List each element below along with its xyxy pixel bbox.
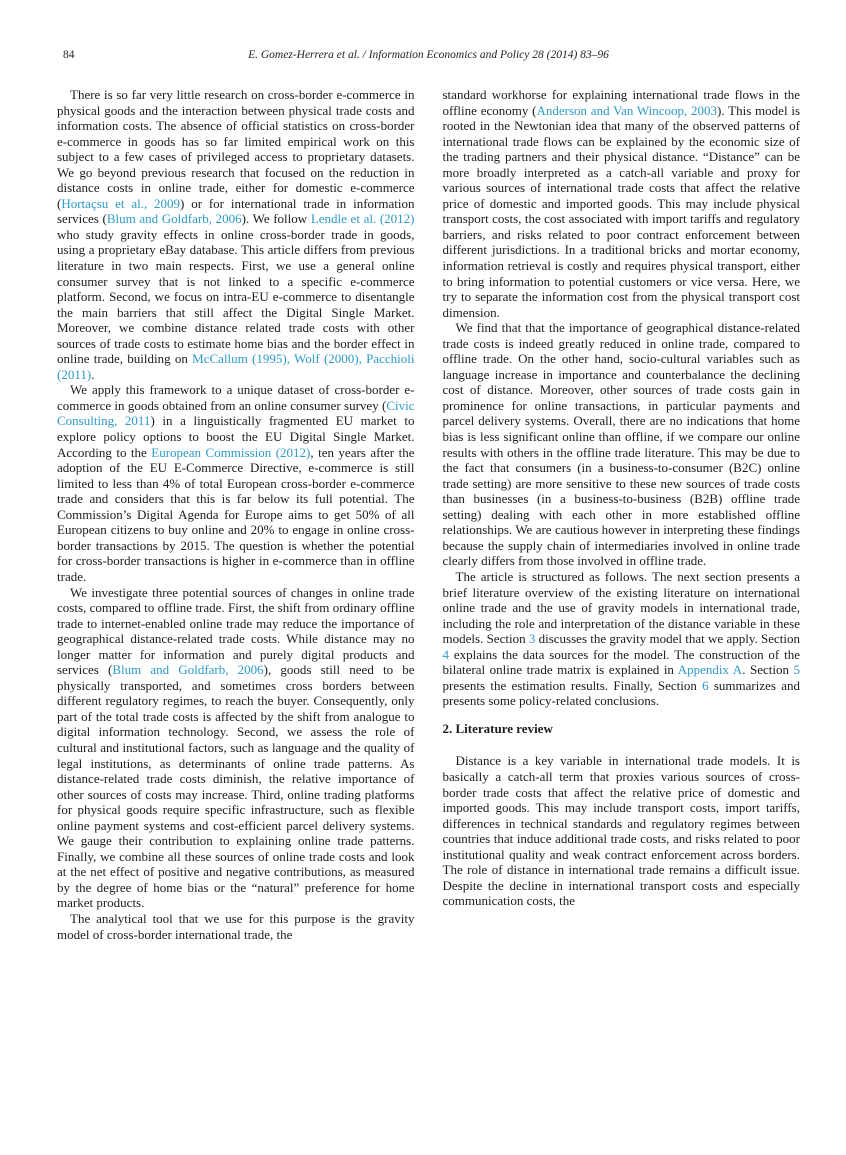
paragraph: standard workhorse for explaining international trade flows in the offline economy (Anderson and Van Wincoop, 2003). This model is rooted in the Newtonian idea that many of the observed patterns of international trade flows can be explained by the economic size of the trading partners and their physical distance. “Distance” can be more broadly interpreted as a catch-all variable and proxy for various sources of international trade costs that affect the relative price of domestic and imported goods. This may include physical transport costs, the cost associated with import tariffs and regulatory barriers, and risks related to poor contract enforcement between different jurisdictions. In a traditional bricks and mortar economy, information retrieval is costly and requires physical transport, either to bring information to potential customers or vice versa. Here, we try to separate the information cost from the physical transport cost dimension. [442,87,801,320]
running-title: E. Gomez-Herrera et al. / Information Economics and Policy 28 (2014) 83–96 [248,49,609,61]
citation-link[interactable]: Civic Consulting, 2011 [57,397,415,429]
citation-link[interactable]: Blum and Goldfarb, 2006 [112,662,264,678]
citation-link[interactable]: Lendle et al. (2012) [310,211,415,227]
right-column [443,87,801,942]
page-header [57,49,800,64]
citation-link[interactable]: 4 [442,646,449,662]
citation-link[interactable]: Hortaçsu et al., 2009 [61,195,181,211]
citation-link[interactable]: Appendix A [677,662,743,678]
paragraph: The article is structured as follows. The next section presents a brief literature overview of the existing literature on international online trade and the use of gravity models in international trade, including the role and interpretation of the distance variable in these models. Section 3 discusses the gravity model that we apply. Section 4 explains the data sources for the model. The construction of the bilateral online trade matrix is explained in Appendix A. Section 5 presents the estimation results. Finally, Section 6 summarizes and presents some policy-related conclusions. [442,568,801,709]
citation-link[interactable]: McCallum (1995), Wolf (2000), Pacchioli (2011) [57,351,415,382]
citation-link[interactable]: 6 [702,677,709,693]
paragraph: We apply this framework to a unique dataset of cross-border e-commerce in goods obtained from an online consumer survey (Civic Consulting, 2011) in a linguistically fragmented EU market to explore policy options to boost the EU Digital Single Market. According to the European Commission (2012), ten years after the adoption of the EU E-Commerce Directive, e-commerce is still limited to less than 4% of total European cross-border e-commerce trade and considers that this is far below its full potential. The Commission’s Digital Agenda for Europe aims to get 50% of all European citizens to buy online and 20% to engage in online cross-border transactions by 2015. The question is whether the potential for cross-border transactions is higher in e-commerce than in offline trade. [57,382,415,584]
citation-link[interactable]: 3 [528,631,536,647]
paragraph: We investigate three potential sources of changes in online trade costs, compared to offline trade. First, the shift from ordinary offline trade to internet-enabled online trade may reduce the importance of geographical distance-related trade costs. While distance may no longer matter for information and purely digital products and services (Blum and Goldfarb, 2006), goods still need to be physically transported, and sometimes cross borders between different regulatory regimes, to reach the buyer. Consequently, only part of the total trade costs is affected by the shift from analogue to digital information technology. Second, we assess the role of cultural and institutional factors, such as language and the quality of legal institutions, as determinants of online trade patterns. As distance-related trade costs diminish, the relative importance of other sources of costs may increase. Third, online trading platforms for physical goods require specific infrastructure, such as flexible online payment systems and cost-efficient parcel delivery systems. We gauge their contribution to explaining online trade patterns. Finally, we combine all these sources of online trade costs and look at the net effect of positive and negative contributions, as measured by the degree of home bias or the “natural” preference for home market products. [57,584,415,911]
citation-link[interactable]: 5 [793,662,800,678]
section-heading: 2. Literature review [442,720,553,736]
citation-link[interactable]: Blum and Goldfarb, 2006 [106,211,242,227]
citation-link[interactable]: European Commission (2012) [151,444,311,460]
left-column [57,87,415,942]
paragraph: We find that that the importance of geographical distance-related trade costs is indeed greatly reduced in online trade, compared to offline trade. On the other hand, socio-cultural variables such as language increase in importance and counterbalance the declining cost of distance. Moreover, other sources of trade costs gain in prominence for online transactions, in particular payments and parcel delivery systems. Overall, there are no indications that home bias is less significant online than offline, if we compare our online results with others in the offline trade literature. This may be due to the fact that consumers (in a business-to-consumer (B2C) online trade setting) are more sensitive to these new sources of trade costs than businesses (in a business-to-business (B2B) offline trade setting) dealing with each other in more established offline relationships. We are cautious however in interpreting these findings because the supply chain of intermediaries involved in online trade clearly differs from those involved in offline trade. [442,320,800,569]
paragraph: Distance is a key variable in international trade models. It is basically a catch-all term that proxies various sources of cross-border trade costs that affect the relative price of domestic and imported goods. This may include transport costs, import tariffs, differences in technical standards and regulatory regimes between countries that induce additional trade costs, and risks related to poor institutional quality and weak contract enforcement across borders. The role of distance in international trade remains a difficult issue. Despite the decline in international transport costs and especially communication costs, the [442,753,800,909]
page-number: 84 [63,49,75,61]
two-column-body [57,87,800,942]
paragraph: The analytical tool that we use for this purpose is the gravity model of cross-border international trade, the [57,910,415,942]
paragraph: There is so far very little research on cross-border e-commerce in physical goods and the interaction between physical trade costs and information costs. The absence of official statistics on cross-border e-commerce in goods has so far limited empirical work on this subject to a few cases of privileged access to proprietary datasets. We go beyond previous research that focused on the reduction in distance costs in online trade, either for domestic e-commerce (Hortaçsu et al., 2009) or for international trade in information services (Blum and Goldfarb, 2006). We follow Lendle et al. (2012) who study gravity effects in online cross-border trade in goods, using a proprietary eBay database. This article differs from previous literature in two main respects. First, we use a general online consumer survey that is not linked to a specific e-commerce platform. Second, we focus on intra-EU e-commerce to disentangle the main barriers that still affect the Digital Single Market. Moreover, we combine distance related trade costs with other sources of trade costs to estimate home bias and the border effect in online trade, building on McCallum (1995), Wolf (2000), Pacchioli (2011). [57,87,415,382]
citation-link[interactable]: Anderson and Van Wincoop, 2003 [536,102,718,118]
